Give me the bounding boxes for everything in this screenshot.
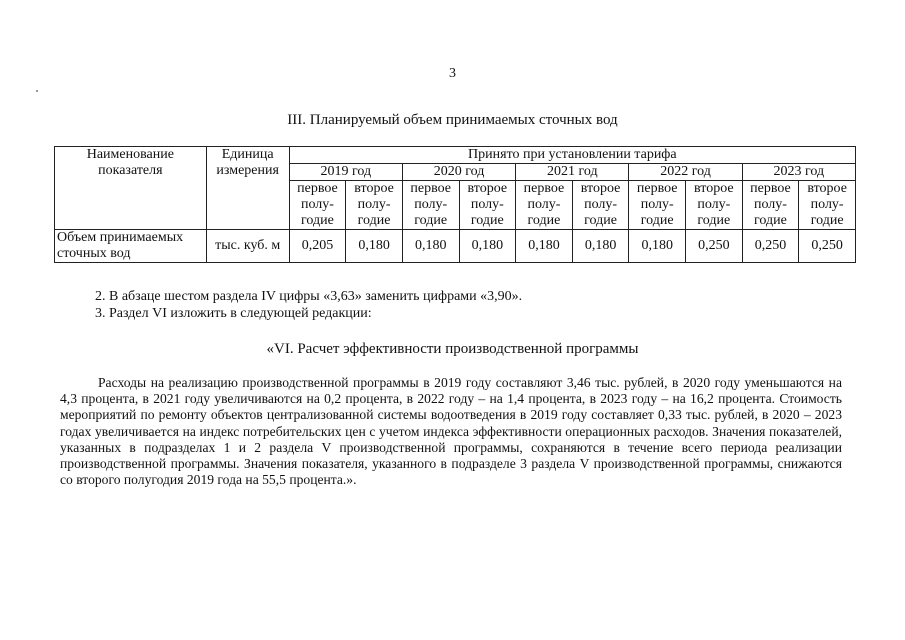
header-name: Наименование показателя bbox=[55, 147, 207, 230]
half-second: второе полу- годие bbox=[799, 181, 856, 230]
value-cell: 0,250 bbox=[742, 230, 799, 263]
value-cell: 0,180 bbox=[346, 230, 403, 263]
row-name: Объем принимаемых сточных вод bbox=[55, 230, 207, 263]
year-2020: 2020 год bbox=[402, 164, 515, 181]
year-2022: 2022 год bbox=[629, 164, 742, 181]
table-row bbox=[55, 230, 856, 263]
year-2021: 2021 год bbox=[516, 164, 629, 181]
item-2-text: 2. В абзаце шестом раздела IV цифры «3,63» заменить цифрами «3,90». bbox=[95, 289, 523, 304]
year-2019: 2019 год bbox=[289, 164, 402, 181]
header-tariff: Принято при установлении тарифа bbox=[289, 147, 855, 164]
half-first: первое полу- годие bbox=[289, 181, 346, 230]
half-first: первое полу- годие bbox=[629, 181, 686, 230]
year-2023: 2023 год bbox=[742, 164, 855, 181]
value-cell: 0,180 bbox=[516, 230, 573, 263]
value-cell: 0,180 bbox=[402, 230, 459, 263]
value-cell: 0,180 bbox=[572, 230, 629, 263]
scan-mark bbox=[36, 90, 38, 92]
row-unit: тыс. куб. м bbox=[206, 230, 289, 263]
section-6-paragraph: Расходы на реализацию производственной программы в 2019 году составляют 3,46 тыс. рублей, в 2020 году уменьшаются на 4,3 процента, в 2021 году увеличиваются на 0,2 процента, в 2022 году – на 1,4 процента, в 2023 году – на 16,2 процента. Стоимость мероприятий по ремонту объектов централизованной системы водоотведения в 2019 году составляет 0,33 тыс. рублей, в 2020 – 2023 годах увеличивается на индекс потребительских цен с учетом индекса эффективности операционных расходов. Значения показателей, указанных в подразделах 1 и 2 раздела V производственной программы, сохраняются в течение всего периода реализации производственной программы. Значения показателя, указанного в подразделе 3 раздела V производственной программы, снижаются со второго полугодия 2019 года на 55,5 процента.». bbox=[60, 375, 842, 488]
section-3-title: III. Планируемый объем принимаемых сточных вод bbox=[287, 112, 618, 128]
value-cell: 0,250 bbox=[686, 230, 743, 263]
half-second: второе полу- годие bbox=[346, 181, 403, 230]
half-first: первое полу- годие bbox=[742, 181, 799, 230]
section-6-title: «VI. Расчет эффективности производственной программы bbox=[266, 341, 639, 357]
value-cell: 0,250 bbox=[799, 230, 856, 263]
header-unit: Единица измерения bbox=[206, 147, 289, 230]
section-6-body bbox=[60, 375, 842, 488]
half-first: первое полу- годие bbox=[516, 181, 573, 230]
item-3-text: 3. Раздел VI изложить в следующей редакции: bbox=[95, 306, 372, 321]
half-second: второе полу- годие bbox=[686, 181, 743, 230]
half-first: первое полу- годие bbox=[402, 181, 459, 230]
wastewater-volume-table bbox=[54, 146, 856, 263]
value-cell: 0,180 bbox=[459, 230, 516, 263]
value-cell: 0,205 bbox=[289, 230, 346, 263]
half-second: второе полу- годие bbox=[572, 181, 629, 230]
table-header-row bbox=[55, 147, 856, 164]
half-second: второе полу- годие bbox=[459, 181, 516, 230]
value-cell: 0,180 bbox=[629, 230, 686, 263]
page-number: 3 bbox=[449, 66, 456, 81]
